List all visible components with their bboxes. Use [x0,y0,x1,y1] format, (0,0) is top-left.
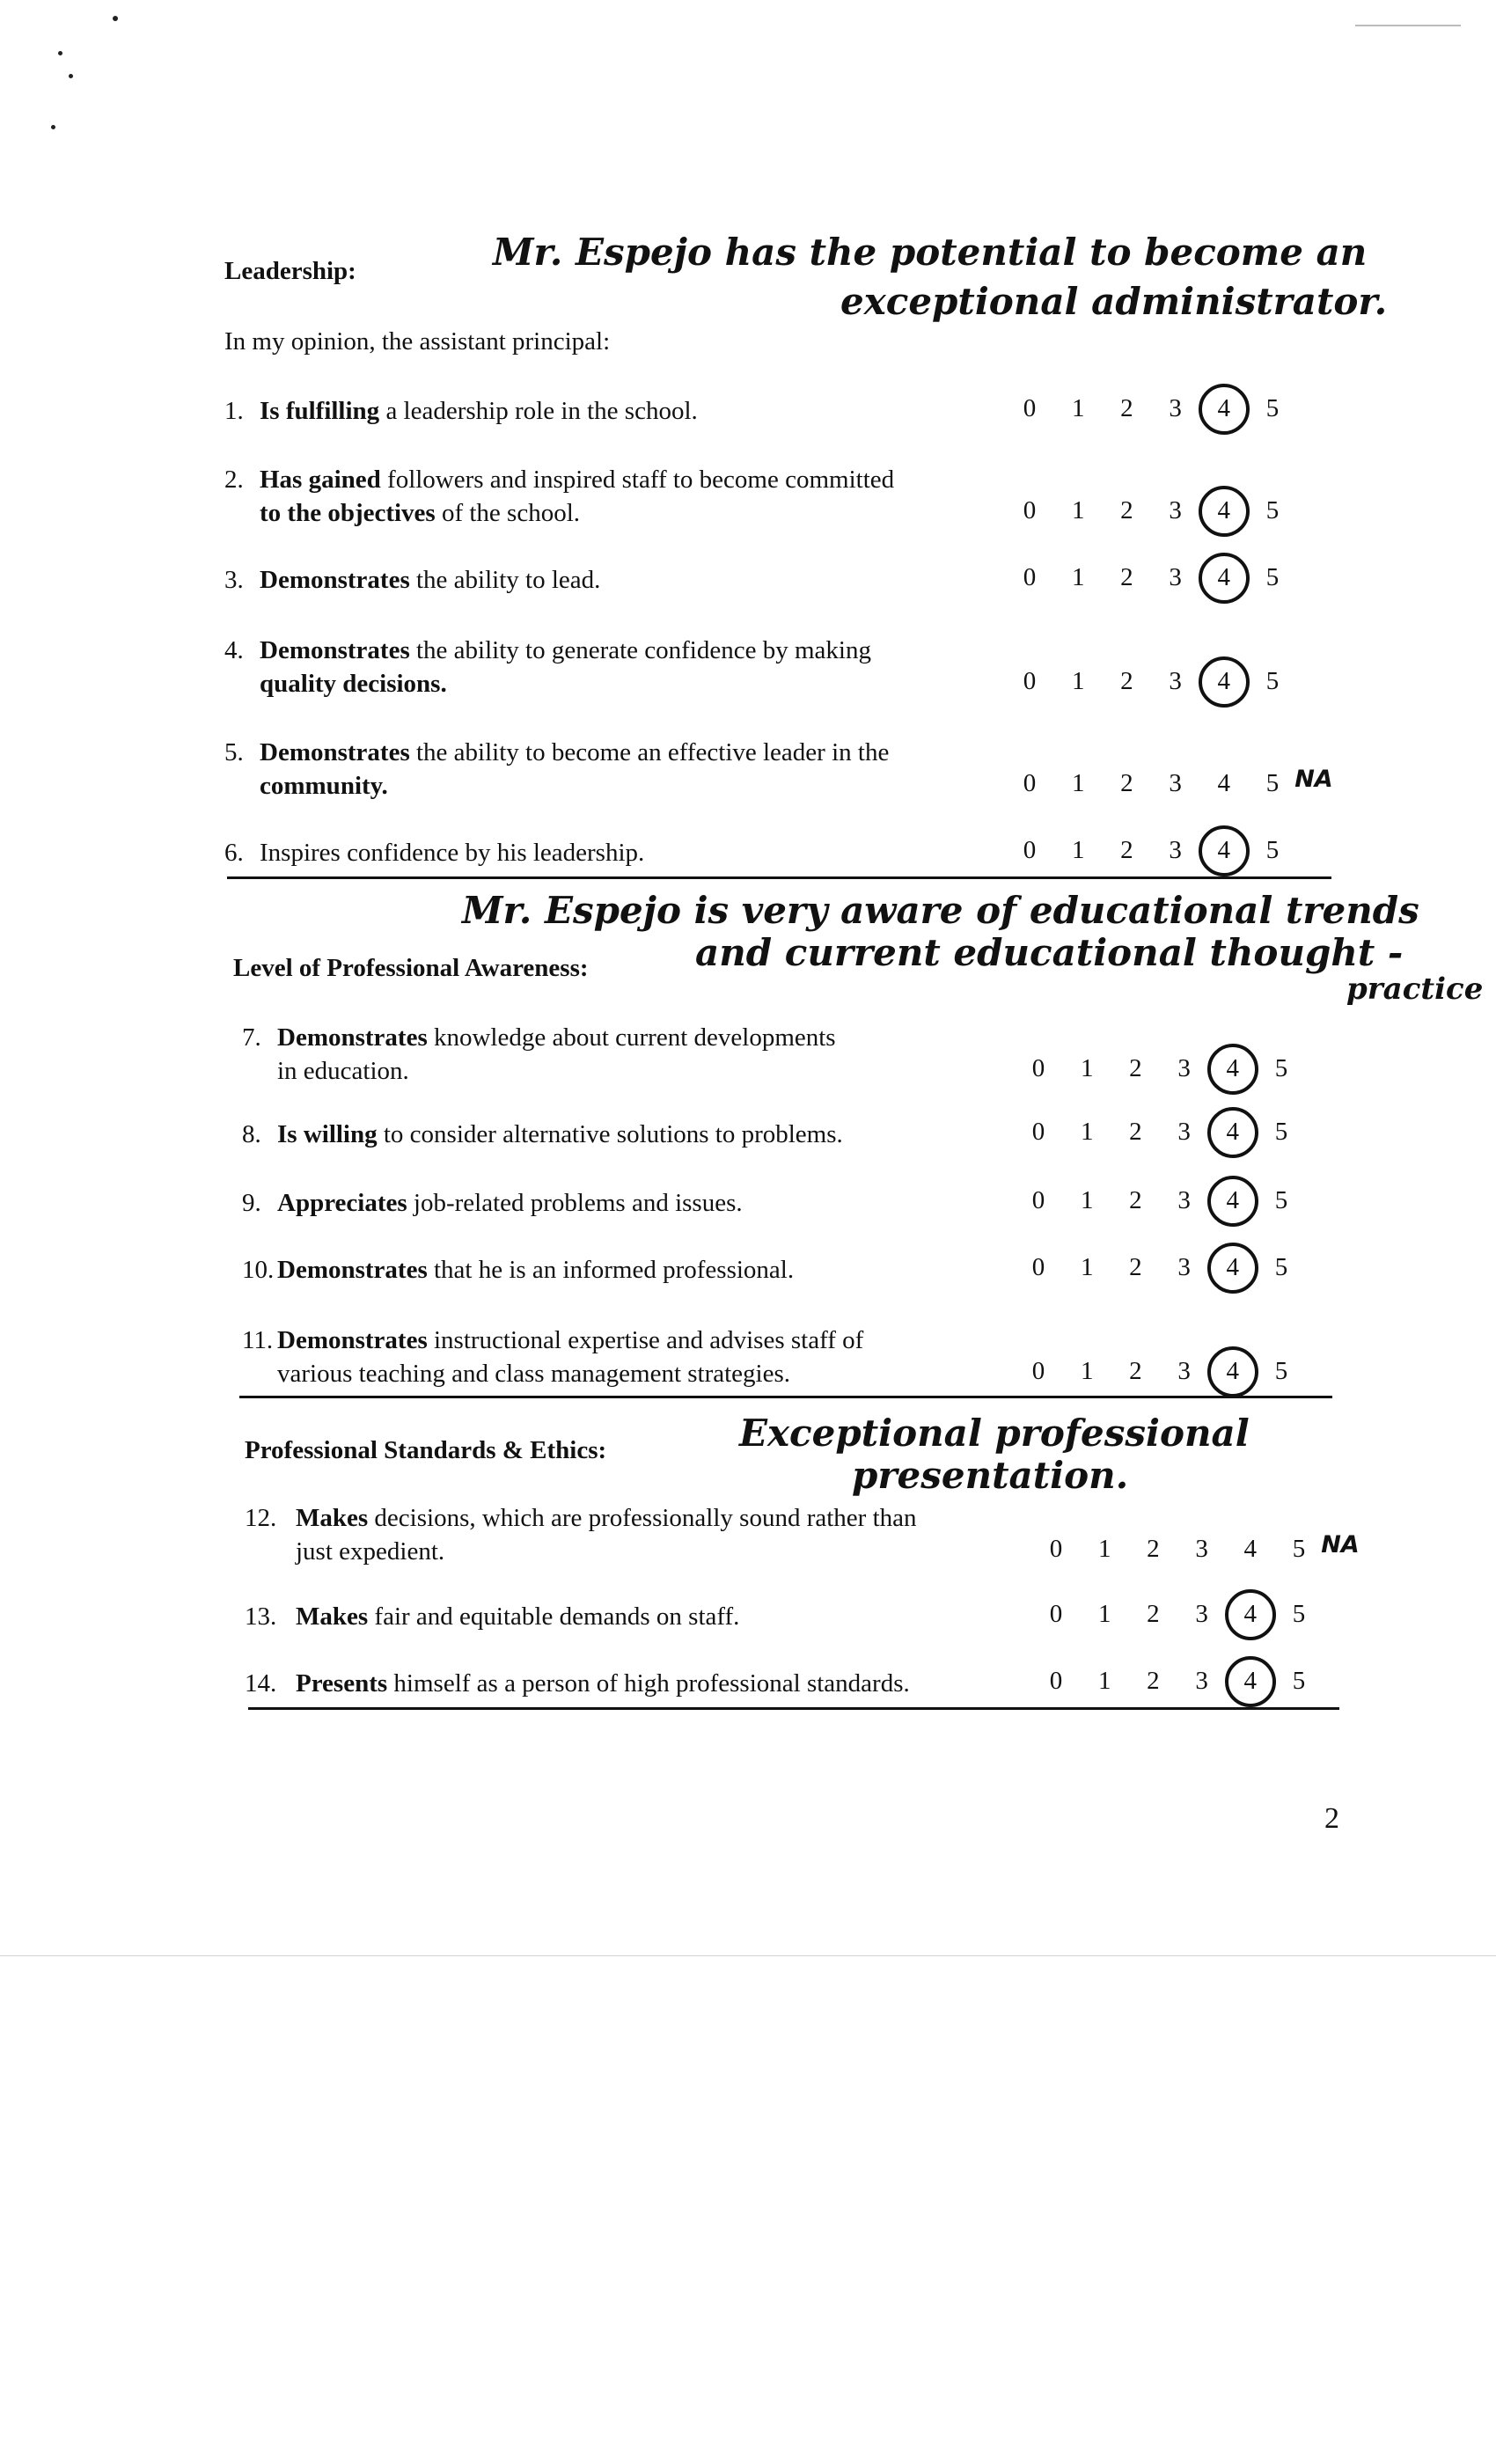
item-number: 3. [224,566,244,594]
item-text-segment: Presents [296,1669,388,1698]
item-number: 12. [245,1504,277,1532]
rating-option-3[interactable]: 3 [1169,769,1182,797]
item-text-segment: the ability to lead. [409,566,601,594]
item-text-segment: various teaching and class management strategies. [277,1360,791,1388]
rating-option-0[interactable]: 0 [1031,1054,1045,1082]
rating-item-line [242,1186,743,1220]
rating-option-4[interactable]: 4 [1226,1186,1240,1214]
rating-option-3[interactable]: 3 [1177,1186,1191,1214]
rating-option-3[interactable]: 3 [1195,1600,1208,1628]
rating-option-5[interactable]: 5 [1274,1186,1288,1214]
item-text-segment: Demonstrates [277,1326,428,1354]
section-title-standards-ethics: Professional Standards & Ethics: [245,1436,607,1464]
circled-rating-mark [1199,384,1250,435]
circled-rating-mark [1199,656,1250,708]
rating-option-2[interactable]: 2 [1129,1118,1142,1146]
page-number: 2 [1324,1802,1339,1835]
item-text-segment: Is willing [277,1120,378,1148]
item-text-segment: to the objectives [260,499,436,527]
item-number: 6. [224,839,244,867]
rating-option-3[interactable]: 3 [1195,1535,1208,1563]
circled-rating-mark [1207,1176,1258,1227]
circled-rating-mark [1225,1589,1276,1640]
not-applicable-mark: NA [1294,766,1333,793]
item-text-segment: Demonstrates [260,636,410,664]
rating-item-text [242,1253,794,1287]
item-text-segment: himself as a person of high professional standards. [387,1669,910,1698]
rating-item-text [245,1501,917,1568]
rating-item-text [224,563,600,597]
handwritten-comment-ethics-line1: Exceptional professional [739,1412,1250,1455]
circled-rating-mark [1199,553,1250,604]
rating-item-text [224,736,889,803]
rating-option-2[interactable]: 2 [1147,1535,1160,1563]
item-number: 13. [245,1602,277,1631]
rating-option-4[interactable]: 4 [1226,1357,1240,1385]
handwritten-comment-awareness-line2: and current educational thought - [695,931,1404,974]
rating-option-2[interactable]: 2 [1129,1054,1142,1082]
rating-option-0[interactable]: 0 [1049,1535,1063,1563]
rating-option-4[interactable]: 4 [1226,1253,1240,1281]
item-text-segment: Demonstrates [277,1023,428,1052]
rating-option-1[interactable]: 1 [1071,563,1085,591]
rating-option-1[interactable]: 1 [1071,496,1085,524]
circled-rating-mark [1225,1656,1276,1707]
rating-option-3[interactable]: 3 [1177,1357,1191,1385]
item-number: 2. [224,466,244,494]
rating-option-4[interactable]: 4 [1217,394,1231,422]
rating-option-4[interactable]: 4 [1217,769,1231,797]
not-applicable-mark: NA [1321,1531,1360,1558]
item-text-segment: to consider alternative solutions to problems. [377,1120,843,1148]
rating-option-5[interactable]: 5 [1292,1535,1306,1563]
scan-dash [1355,25,1461,26]
rating-option-5[interactable]: 5 [1265,667,1280,695]
rating-option-0[interactable]: 0 [1049,1600,1063,1628]
rating-item-text [242,1021,836,1088]
rating-option-1[interactable]: 1 [1080,1186,1094,1214]
rating-option-1[interactable]: 1 [1071,836,1085,864]
item-number: 1. [224,397,244,425]
rating-option-0[interactable]: 0 [1023,394,1037,422]
item-text-segment: Makes [296,1504,369,1532]
rating-item-text [242,1324,863,1390]
item-number: 8. [242,1120,261,1148]
item-text-segment: Demonstrates [260,738,410,766]
handwritten-comment-awareness-line1: Mr. Espejo is very aware of educational trends [462,889,1419,932]
item-text-segment: of the school. [435,499,581,527]
rating-option-5[interactable]: 5 [1265,394,1280,422]
handwritten-comment-awareness-line3: practice [1346,972,1484,1007]
rating-item-line [242,1357,863,1390]
item-text-segment: knowledge about current developments [427,1023,836,1052]
rating-option-0[interactable]: 0 [1023,563,1037,591]
rating-item-line [224,836,644,869]
item-text-segment: a leadership role in the school. [379,397,698,425]
rating-option-0[interactable]: 0 [1023,769,1037,797]
rating-item-line [224,394,698,428]
rating-option-3[interactable]: 3 [1169,563,1182,591]
item-number: 4. [224,636,244,664]
circled-rating-mark [1207,1346,1258,1397]
rating-option-3[interactable]: 3 [1169,836,1182,864]
item-text-segment: that he is an informed professional. [427,1256,795,1284]
item-text-segment: Is fulfilling [260,397,380,425]
section-title-leadership: Leadership: [224,257,356,285]
rating-option-4[interactable]: 4 [1217,836,1231,864]
item-text-segment: job-related problems and issues. [407,1189,743,1217]
scan-speck [113,16,118,21]
scan-dash [0,1955,1496,1956]
rating-option-1[interactable]: 1 [1071,769,1085,797]
rating-option-5[interactable]: 5 [1292,1667,1306,1695]
handwritten-comment-leadership-line1: Mr. Espejo has the potential to become an [493,231,1368,274]
item-text-segment: just expedient. [296,1537,445,1566]
rating-option-5[interactable]: 5 [1274,1054,1288,1082]
item-text-segment: Demonstrates [277,1256,428,1284]
rating-option-5[interactable]: 5 [1292,1600,1306,1628]
item-text-segment: followers and inspired staff to become committed [380,466,895,494]
rating-option-1[interactable]: 1 [1080,1118,1094,1146]
rating-item-line [224,736,889,769]
rating-option-4[interactable]: 4 [1217,496,1231,524]
rating-option-3[interactable]: 3 [1177,1118,1191,1146]
rating-option-0[interactable]: 0 [1031,1118,1045,1146]
rating-item-text [224,394,698,428]
rating-item-text [224,463,894,530]
rating-option-4[interactable]: 4 [1243,1667,1258,1695]
scan-speck [69,74,73,78]
rating-option-5[interactable]: 5 [1274,1357,1288,1385]
rating-item-line [224,634,871,667]
handwritten-comment-ethics-line2: presentation. [852,1454,1129,1497]
rating-option-4[interactable]: 4 [1217,563,1231,591]
rating-option-3[interactable]: 3 [1169,496,1182,524]
item-number: 5. [224,738,244,766]
item-text-segment: Demonstrates [260,566,410,594]
rating-option-2[interactable]: 2 [1120,394,1133,422]
rating-option-1[interactable]: 1 [1080,1253,1094,1281]
rating-option-0[interactable]: 0 [1023,496,1037,524]
rating-option-2[interactable]: 2 [1147,1667,1160,1695]
item-text-segment: in education. [277,1057,409,1085]
rating-item-line [245,1501,917,1535]
rating-option-1[interactable]: 1 [1080,1357,1094,1385]
rating-option-2[interactable]: 2 [1129,1253,1142,1281]
rating-item-line [242,1054,836,1088]
rating-option-3[interactable]: 3 [1169,394,1182,422]
rating-option-2[interactable]: 2 [1147,1600,1160,1628]
rating-option-2[interactable]: 2 [1129,1357,1142,1385]
item-text-segment: quality decisions. [260,670,447,698]
rating-item-text [224,634,871,700]
rating-item-line [242,1324,863,1357]
item-number: 7. [242,1023,261,1052]
circled-rating-mark [1207,1044,1258,1095]
rating-item-text [242,1186,743,1220]
rating-option-3[interactable]: 3 [1177,1054,1191,1082]
section-divider [227,876,1331,879]
section-title-professional-awareness: Level of Professional Awareness: [233,954,589,982]
rating-option-2[interactable]: 2 [1120,836,1133,864]
circled-rating-mark [1199,486,1250,537]
rating-item-line [242,1021,836,1054]
rating-option-0[interactable]: 0 [1031,1253,1045,1281]
rating-option-1[interactable]: 1 [1071,667,1085,695]
rating-option-2[interactable]: 2 [1120,667,1133,695]
item-text-segment: the ability to generate confidence by making [409,636,871,664]
rating-item-text [242,1118,843,1151]
rating-option-4[interactable]: 4 [1243,1535,1258,1563]
rating-option-2[interactable]: 2 [1120,496,1133,524]
rating-item-text [224,836,644,869]
circled-rating-mark [1207,1107,1258,1158]
rating-option-2[interactable]: 2 [1129,1186,1142,1214]
item-text-segment: decisions, which are professionally sound rather than [368,1504,917,1532]
rating-option-0[interactable]: 0 [1023,667,1037,695]
rating-item-line [242,1118,843,1151]
scan-speck [58,51,62,55]
circled-rating-mark [1199,825,1250,876]
item-text-segment: instructional expertise and advises staff of [427,1326,864,1354]
rating-item-line [245,1535,917,1568]
rating-item-line [242,1253,794,1287]
rating-option-3[interactable]: 3 [1169,667,1182,695]
rating-item-line [224,463,894,496]
rating-option-2[interactable]: 2 [1120,769,1133,797]
rating-option-3[interactable]: 3 [1177,1253,1191,1281]
rating-option-1[interactable]: 1 [1097,1535,1111,1563]
rating-option-4[interactable]: 4 [1226,1118,1240,1146]
handwritten-comment-leadership-line2: exceptional administrator. [840,280,1388,323]
rating-option-5[interactable]: 5 [1265,563,1280,591]
rating-option-1[interactable]: 1 [1071,394,1085,422]
item-text-segment: Has gained [260,466,381,494]
circled-rating-mark [1207,1243,1258,1294]
rating-option-4[interactable]: 4 [1217,667,1231,695]
rating-item-line [224,563,600,597]
rating-option-0[interactable]: 0 [1031,1357,1045,1385]
rating-option-4[interactable]: 4 [1226,1054,1240,1082]
rating-option-0[interactable]: 0 [1031,1186,1045,1214]
rating-option-5[interactable]: 5 [1265,496,1280,524]
rating-item-line [224,667,871,700]
rating-option-2[interactable]: 2 [1120,563,1133,591]
section-divider [248,1707,1339,1710]
item-text-segment: fair and equitable demands on staff. [368,1602,740,1631]
scan-speck [51,125,55,129]
rating-item-line [245,1600,739,1633]
item-text-segment: Appreciates [277,1189,407,1217]
rating-item-text [245,1600,739,1633]
rating-option-0[interactable]: 0 [1023,836,1037,864]
item-number: 10. [242,1256,275,1284]
item-text-segment: the ability to become an effective leader in the [409,738,890,766]
item-number: 14. [245,1669,277,1698]
item-number: 9. [242,1189,261,1217]
rating-option-0[interactable]: 0 [1049,1667,1063,1695]
rating-item-text [245,1667,910,1700]
item-text-segment: Inspires confidence by his leadership. [260,839,645,867]
rating-option-1[interactable]: 1 [1097,1667,1111,1695]
rating-option-3[interactable]: 3 [1195,1667,1208,1695]
intro-text: In my opinion, the assistant principal: [224,327,611,356]
rating-option-1[interactable]: 1 [1097,1600,1111,1628]
rating-item-line [224,769,889,803]
rating-option-1[interactable]: 1 [1080,1054,1094,1082]
rating-option-5[interactable]: 5 [1274,1253,1288,1281]
rating-option-5[interactable]: 5 [1265,836,1280,864]
section-divider [239,1396,1332,1398]
item-text-segment: Makes [296,1602,369,1631]
rating-option-5[interactable]: 5 [1274,1118,1288,1146]
rating-option-4[interactable]: 4 [1243,1600,1258,1628]
item-number: 11. [242,1326,274,1354]
item-text-segment: community. [260,772,388,800]
rating-item-line [224,496,894,530]
rating-option-5[interactable]: 5 [1265,769,1280,797]
rating-item-line [245,1667,910,1700]
